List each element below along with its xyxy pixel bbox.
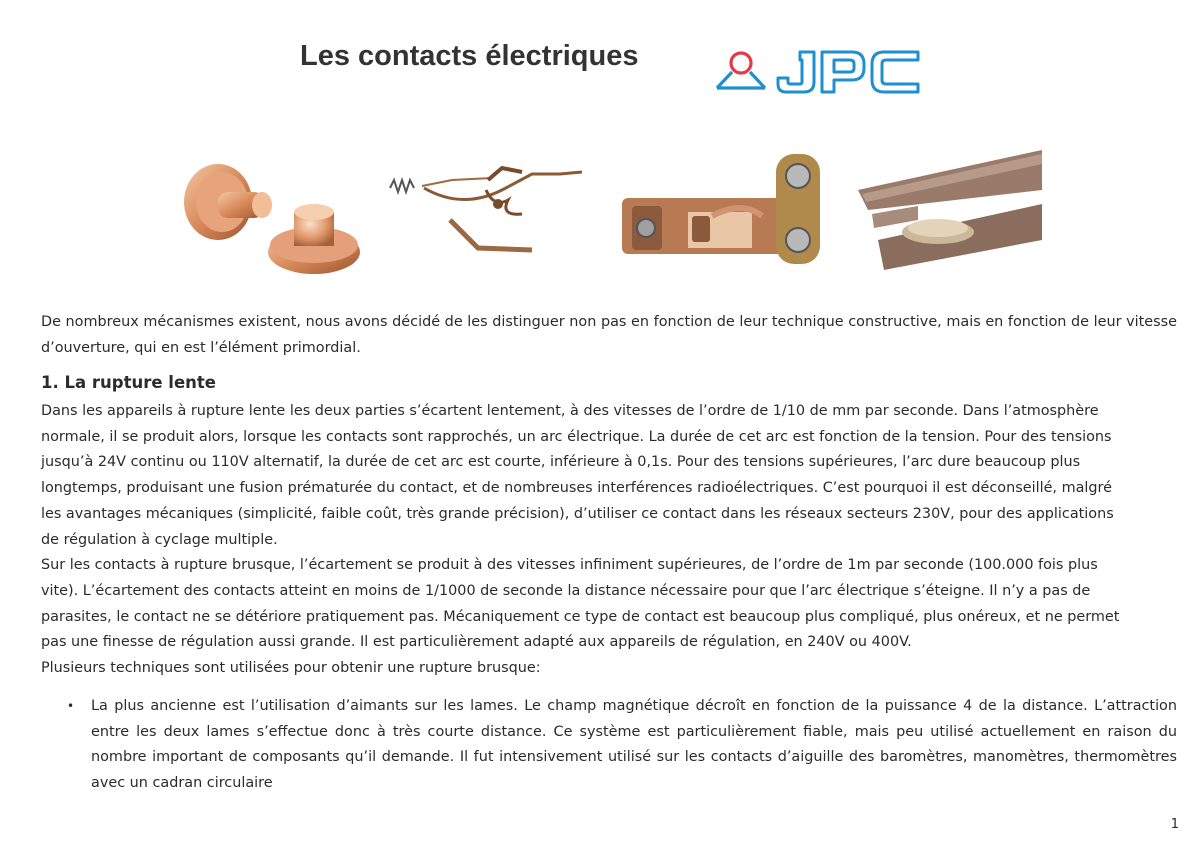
body-line: Plusieurs techniques sont utilisées pour obtenir une rupture brusque:: [41, 660, 541, 677]
body-line: les avantages mécaniques (simplicité, faible coût, très grande précision), d’utiliser ce contact dans les réseaux secteurs 230V, pour des applications: [41, 505, 1114, 522]
body-line: vite). L’écartement des contacts atteint en moins de 1/1000 de seconde la distance nécessaire pour que l’arc électrique s’éteigne. Il n’y a pas de: [41, 582, 1091, 599]
magnifier-icon: [717, 53, 765, 88]
bullet-icon: •: [67, 699, 75, 713]
bracket-contact-photo: [616, 120, 828, 302]
rivet-contacts-photo: [178, 120, 366, 302]
leaf-contact-photo: [858, 120, 1042, 302]
body-line: parasites, le contact ne se détériore pratiquement pas. Mécaniquement ce type de contact est beaucoup plus compliqué, plus onéreux, et ne permet: [41, 608, 1120, 625]
spring-blade-contact-photo: [382, 120, 596, 302]
list-item-text: La plus ancienne est l’utilisation d’aimants sur les lames. Le champ magnétique décroît en fonction de la puissance 4 de la distance. L’attraction entre les deux lames s’effectue donc à très courte distance. Ce système est particulièrement fiable, mais peu utilisé actuellement en raison du nombre important de composants qu’il demande. Il fut intensivement utilisé sur les contacts d’aiguille des baromètres, manomètres, thermomètres avec un cadran circulaire: [91, 698, 1177, 792]
bullet-list: [41, 694, 1177, 797]
body-line: Dans les appareils à rupture lente les deux parties s’écartent lentement, à des vitesses de l’ordre de 1/10 de mm par seconde. Dans l’atmosphère: [41, 403, 1099, 419]
section-heading: 1. La rupture lente: [41, 373, 216, 392]
jpc-logo: [714, 48, 920, 96]
body-line: pas une finesse de régulation aussi grande. Il est particulièrement adapté aux appareils de régulation, en 240V ou 400V.: [41, 634, 912, 651]
body-line: longtemps, produisant une fusion prématurée du contact, et de nombreuses interférences radioélectriques. C’est pourquoi il est déconseillé, malgré: [41, 480, 1113, 497]
body-line: de régulation à cyclage multiple.: [41, 531, 278, 548]
body-line: Sur les contacts à rupture brusque, l’écartement se produit à des vitesses infiniment supérieures, de l’ordre de 1m par seconde (100.000 fois plus: [41, 557, 1098, 574]
page-number: 1: [1170, 817, 1179, 832]
intro-paragraph: De nombreux mécanismes existent, nous avons décidé de les distinguer non pas en fonction de leur technique constructive, mais en fonction de leur vitesse d’ouverture, qui en est l’élément primordial.: [41, 314, 1177, 356]
body-line: jusqu’à 24V continu ou 110V alternatif, la durée de cet arc est courte, inférieure à 0,1s. Pour des tensions supérieures, l’arc dure beaucoup plus: [41, 454, 1081, 471]
page-title: Les contacts électriques: [300, 40, 639, 72]
body-line: normale, il se produit alors, lorsque les contacts sont rapprochés, un arc électrique. La durée de cet arc est fonction de la tension. Pour des tensions: [41, 428, 1112, 445]
section-body: [41, 399, 1177, 682]
list-item: [41, 694, 1177, 797]
